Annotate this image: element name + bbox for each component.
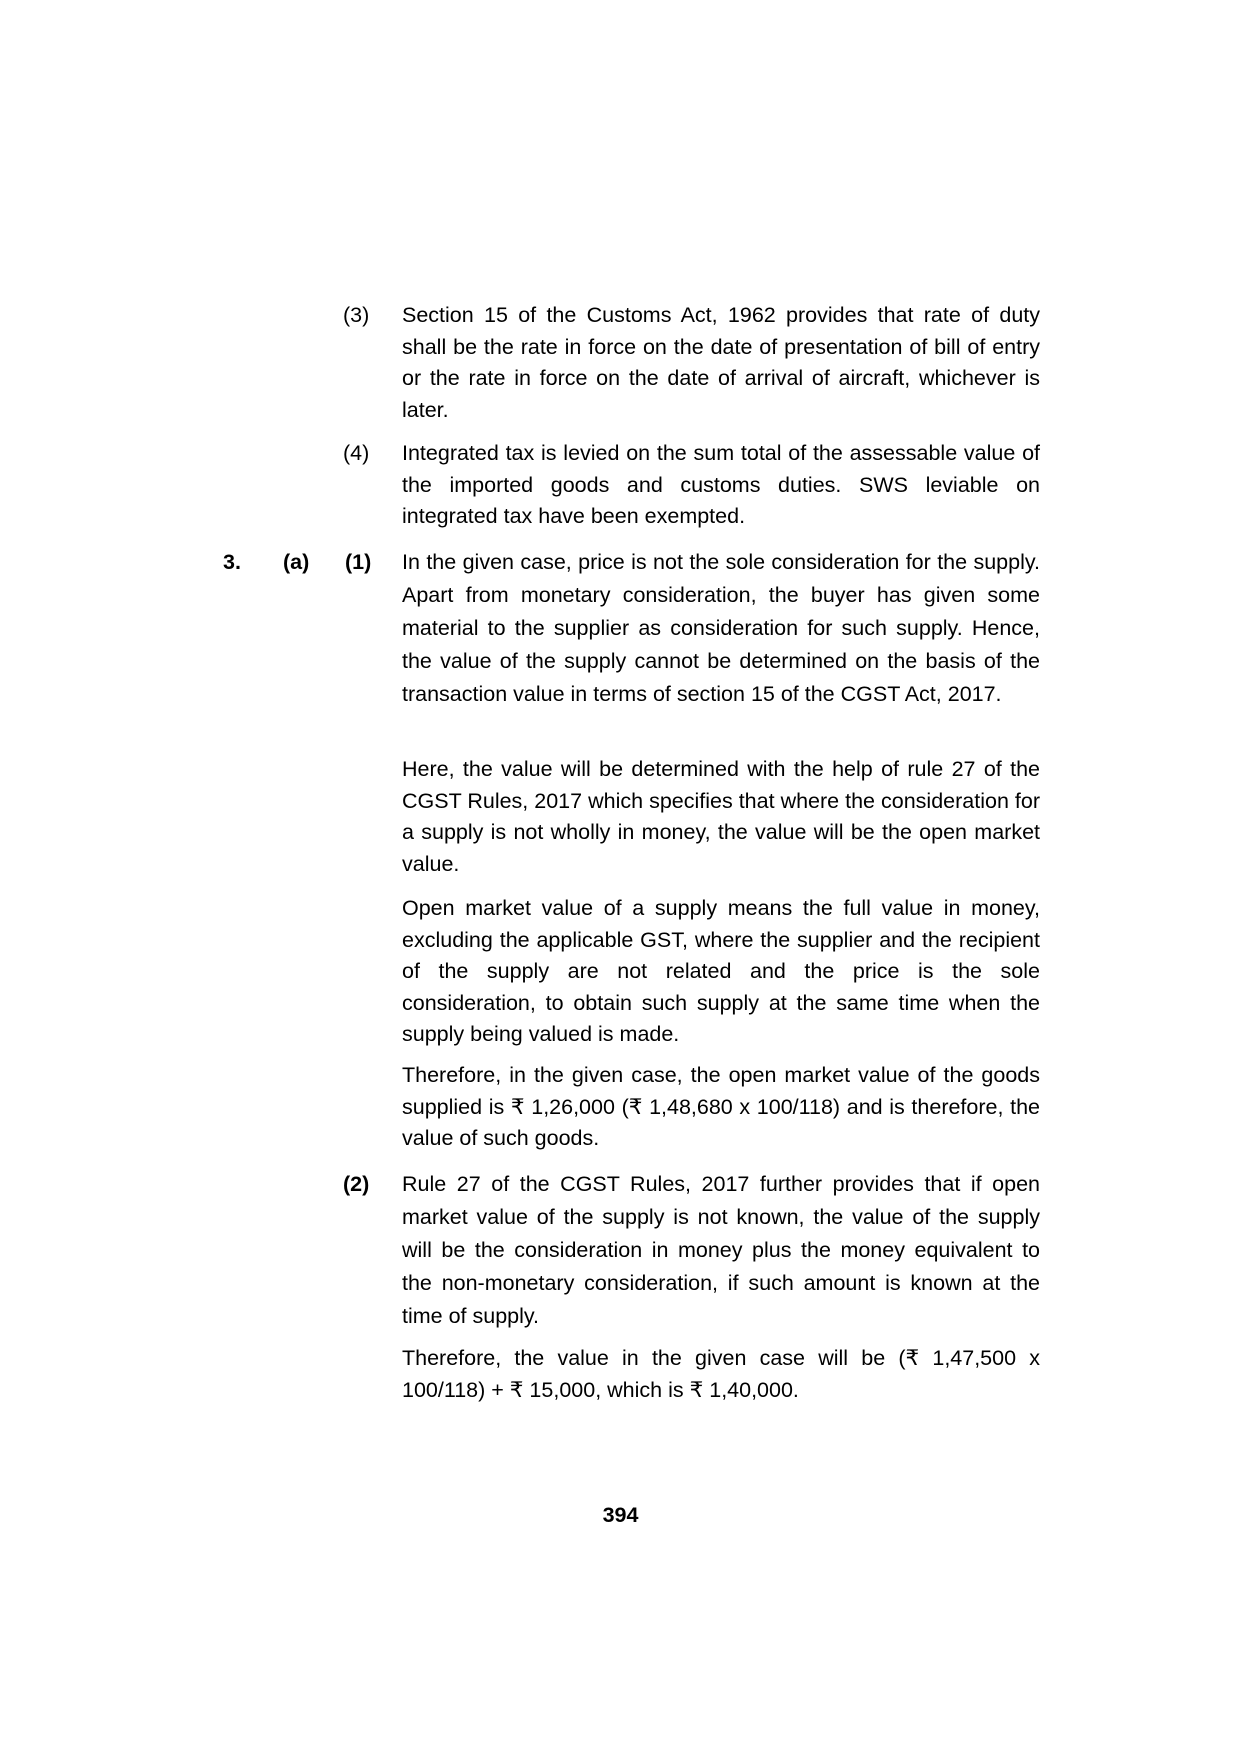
- item-3-paragraph: Section 15 of the Customs Act, 1962 provides that rate of duty shall be the rate in force on the date of presentation of bill of entry or the rate in force on the date of arrival of aircraft, whichever is later.: [402, 303, 1040, 422]
- subpart-1-paragraph-2-text: Here, the value will be determined with the help of rule 27 of the CGST Rules, 2017 which specifies that where the consideration for a supply is not wholly in money, the value will be the open market value.: [402, 757, 1040, 876]
- item-3-number: (3): [343, 303, 370, 327]
- subpart-2-paragraph-2-text: Therefore, the value in the given case will be (₹ 1,47,500 x 100/118) + ₹ 15,000, which is ₹ 1,40,000.: [402, 1346, 1040, 1402]
- subpart-1-paragraph-1-text: In the given case, price is not the sole consideration for the supply. Apart from monetary consideration, the buyer has given some material to the supplier as consideration for such supply. Hence, the value of the supply cannot be determined on the basis of the transaction value in terms of section 15 of the CGST Act, 2017.: [402, 550, 1040, 706]
- subpart-1-paragraph-1: [402, 546, 1040, 711]
- subpart-1-paragraph-2: [402, 754, 1040, 880]
- subpart-2-number: (2): [343, 1172, 370, 1196]
- question-number: 3.: [223, 550, 241, 574]
- subpart-1-paragraph-3-text: Open market value of a supply means the full value in money, excluding the applicable GST, where the supplier and the recipient of the supply are not related and the price is the sole consideration, to obtain such supply at the same time when the supply being valued is made.: [402, 896, 1040, 1046]
- item-4-text: [402, 438, 1040, 533]
- subpart-1-paragraph-3: [402, 893, 1040, 1051]
- question-part: (a): [283, 550, 310, 574]
- subpart-2-paragraph-1-text: Rule 27 of the CGST Rules, 2017 further provides that if open market value of the supply is not known, the value of the supply will be the consideration in money plus the money equivalent to the non-monetary consideration, if such amount is known at the time of supply.: [402, 1172, 1040, 1328]
- page-number: 394: [602, 1503, 639, 1527]
- subpart-1-paragraph-4: [402, 1060, 1040, 1155]
- subpart-1-number: (1): [345, 550, 372, 574]
- subpart-2-paragraph-1: [402, 1168, 1040, 1333]
- item-4-number: (4): [343, 441, 370, 465]
- subpart-2-paragraph-2: [402, 1343, 1040, 1406]
- item-4-paragraph: Integrated tax is levied on the sum total of the assessable value of the imported goods and customs duties. SWS leviable on integrated tax have been exempted.: [402, 441, 1040, 528]
- item-3-text: [402, 300, 1040, 426]
- subpart-1-paragraph-4-text: Therefore, in the given case, the open market value of the goods supplied is ₹ 1,26,000 (₹ 1,48,680 x 100/118) and is therefore, the value of such goods.: [402, 1063, 1040, 1150]
